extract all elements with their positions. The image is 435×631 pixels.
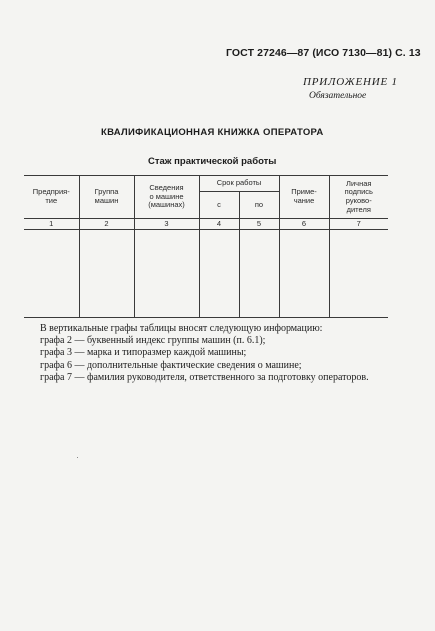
appendix-title: ПРИЛОЖЕНИЕ 1 — [303, 76, 398, 88]
scan-speck — [77, 457, 78, 458]
paragraph-line: графа 7 — фамилия руководителя, ответственного за подготовку операторов. — [40, 371, 369, 383]
table-cell — [239, 230, 279, 318]
column-number: 3 — [134, 219, 199, 230]
table-cell — [24, 230, 79, 318]
page-header: ГОСТ 27246—87 (ИСО 7130—81) С. 13 — [226, 47, 421, 59]
header-signature: Личная подпись руково- дителя — [329, 176, 388, 219]
header-machine-info: Сведения о машине (машинах) — [134, 176, 199, 219]
document-title: КВАЛИФИКАЦИОННАЯ КНИЖКА ОПЕРАТОРА — [101, 127, 324, 138]
table-row — [24, 230, 388, 318]
appendix-note: Обязательное — [309, 91, 367, 101]
column-number: 1 — [24, 219, 79, 230]
table-cell — [329, 230, 388, 318]
header-term: Срок работы — [199, 176, 279, 192]
column-explanation — [40, 323, 369, 384]
column-number: 6 — [279, 219, 329, 230]
table-cell — [279, 230, 329, 318]
table-cell — [79, 230, 134, 318]
column-number: 5 — [239, 219, 279, 230]
header-group: Группа машин — [79, 176, 134, 219]
header-term-to: по — [239, 192, 279, 219]
paragraph-line: графа 2 — буквенный индекс группы машин (п. 6.1); — [40, 335, 266, 347]
header-term-from: с — [199, 192, 239, 219]
paragraph-line: В вертикальные графы таблицы вносят следующую информацию: — [40, 323, 323, 334]
paragraph-line: графа 6 — дополнительные фактические сведения о машине; — [40, 359, 302, 371]
column-number: 4 — [199, 219, 239, 230]
table-cell — [134, 230, 199, 318]
column-number: 2 — [79, 219, 134, 230]
paragraph-line: графа 3 — марка и типоразмер каждой машины; — [40, 347, 247, 359]
table-title: Стаж практической работы — [148, 156, 277, 167]
column-number: 7 — [329, 219, 388, 230]
table-cell — [199, 230, 239, 318]
experience-table — [24, 175, 388, 318]
header-note: Приме- чание — [279, 176, 329, 219]
header-company: Предприя- тие — [24, 176, 79, 219]
